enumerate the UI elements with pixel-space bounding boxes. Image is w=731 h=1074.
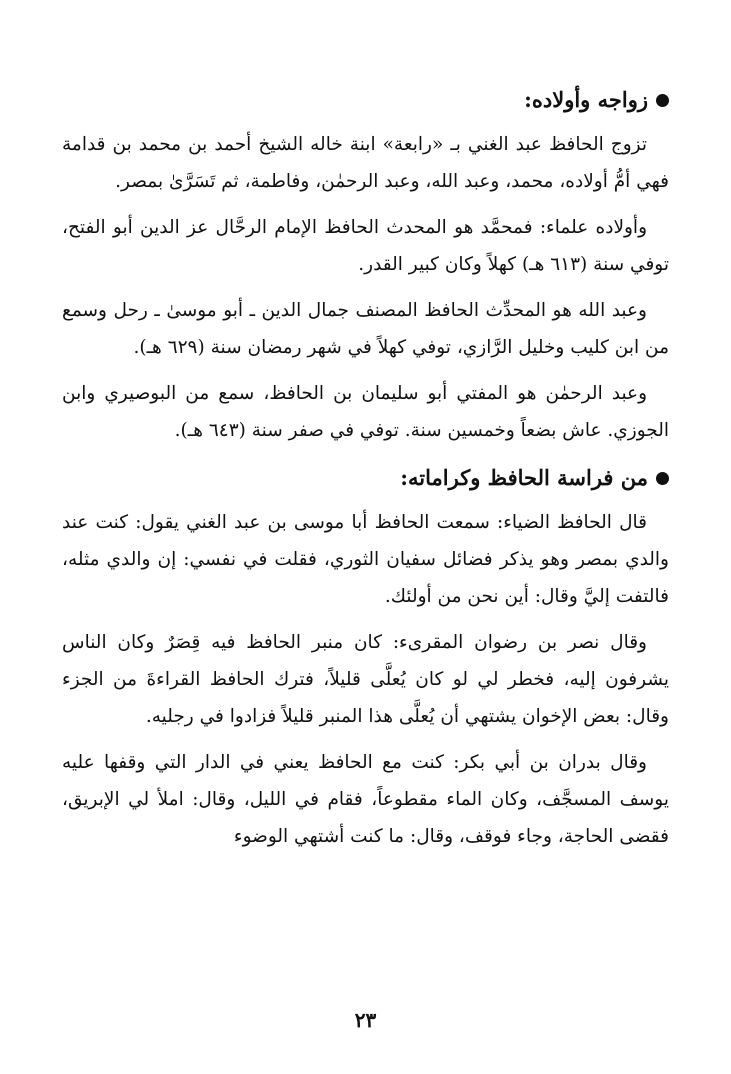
section-insight-miracles: [62, 458, 669, 855]
section-heading: [62, 80, 669, 120]
paragraph: وقال نصر بن رضوان المقرىء: كان منبر الحافظ فيه قِصَرٌ وكان الناس يشرفون إليه، فخطر لي لو كان يُعلَّى قليلاً، فترك الحافظ القراءةَ من الجزء وقال: بعض الإخوان يشتهي أن يُعلَّى هذا المنبر قليلاً فزادوا في رجليه.: [62, 632, 669, 727]
page-number: ٢٣: [354, 1008, 377, 1032]
paragraph: تزوج الحافظ عبد الغني بـ «رابعة» ابنة خاله الشيخ أحمد بن محمد بن قدامة فهي أمُّ أولاده، محمد، وعبد الله، وعبد الرحمٰن، وفاطمة، ثم تَسَرَّىٰ بمصر.: [62, 134, 669, 192]
bullet-icon: [656, 472, 669, 485]
document-page: [62, 80, 669, 1034]
paragraph: وقال بدران بن أبي بكر: كنت مع الحافظ يعني في الدار التي وقفها عليه يوسف المسجَّف، وكان الماء مقطوعاً، فقام في الليل، وقال: املأ لي الإبريق، فقضى الحاجة، وجاء فوقف، وقال: ما كنت أشتهي الوضوء: [62, 752, 669, 847]
bullet-icon: [656, 94, 669, 107]
heading-text: من فراسة الحافظ وكراماته:: [400, 465, 648, 490]
heading-text: زواجه وأولاده:: [524, 87, 648, 112]
section-heading: [62, 458, 669, 498]
section-marriage-children: [62, 80, 669, 449]
paragraph: قال الحافظ الضياء: سمعت الحافظ أبا موسى بن عبد الغني يقول: كنت عند والدي بمصر وهو يذكر فضائل سفيان الثوري، فقلت في نفسي: إن والدي مثله، فالتفت إليَّ وقال: أين نحن من أولئك.: [62, 512, 669, 607]
paragraph: وعبد الرحمٰن هو المفتي أبو سليمان بن الحافظ، سمع من البوصيري وابن الجوزي. عاش بضعاً وخمسين سنة. توفي في صفر سنة (٦٤٣ هـ).: [62, 383, 669, 441]
paragraph: وأولاده علماء: فمحمَّد هو المحدث الحافظ الإمام الرحَّال عز الدين أبو الفتح، توفي سنة (٦١٣ هـ) كهلاً وكان كبير القدر.: [62, 217, 669, 275]
paragraph: وعبد الله هو المحدِّث الحافظ المصنف جمال الدين ـ أبو موسىٰ ـ رحل وسمع من ابن كليب وخليل الرَّازي، توفي كهلاً في شهر رمضان سنة (٦٢٩ هـ).: [62, 300, 669, 358]
